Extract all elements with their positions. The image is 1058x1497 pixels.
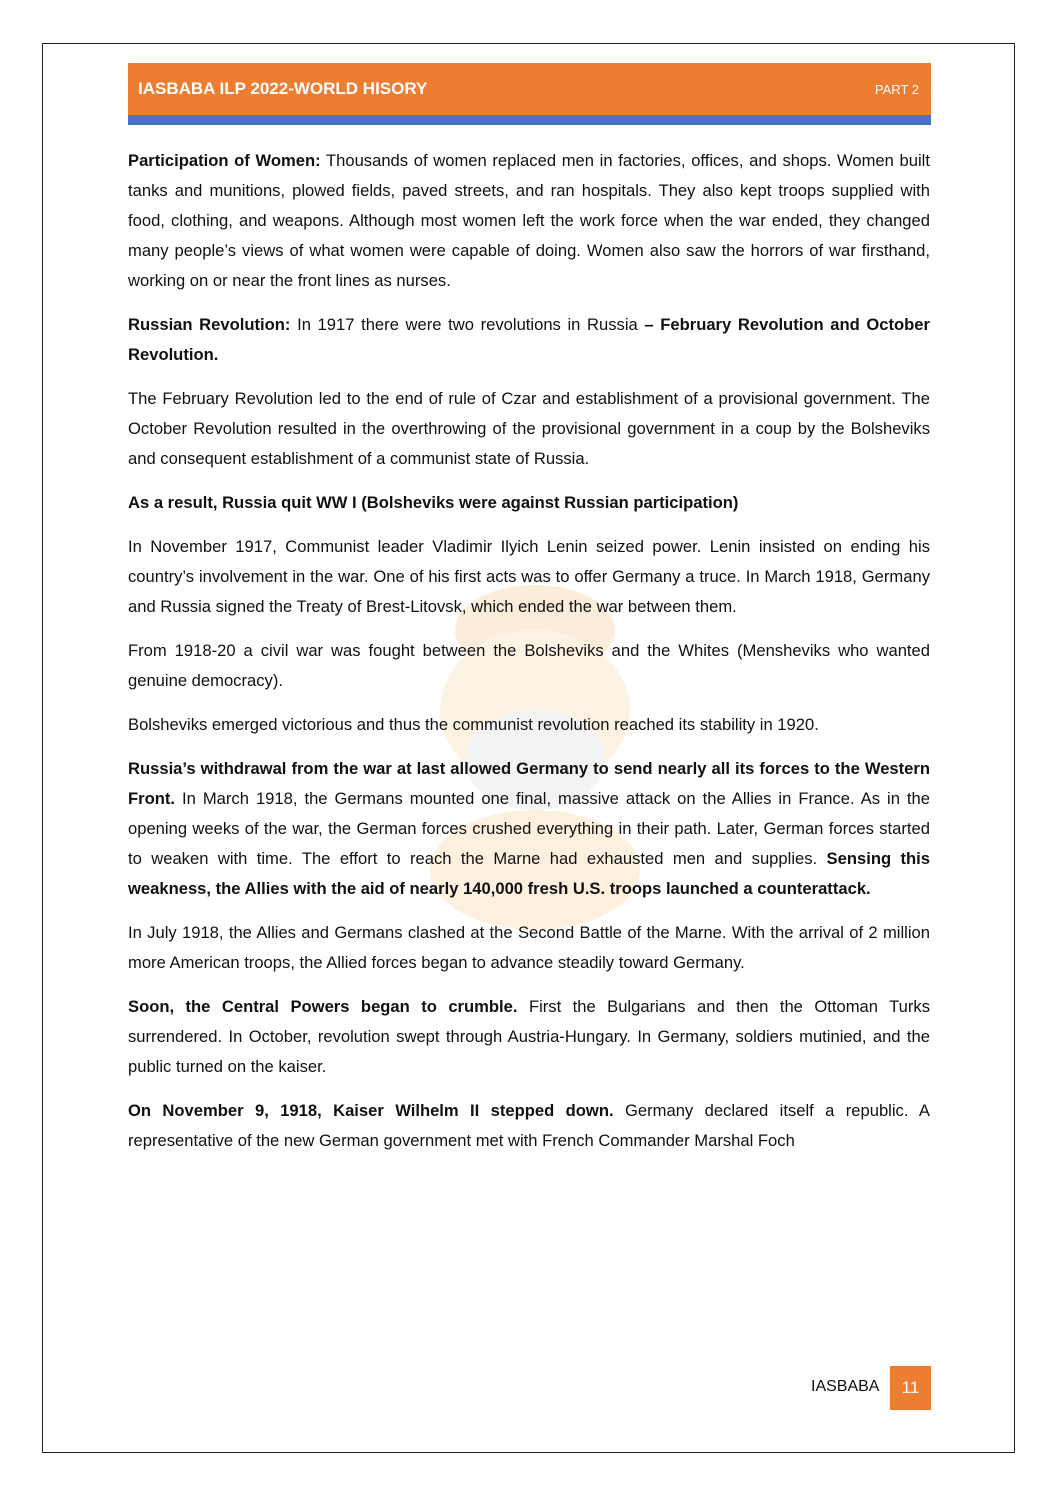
bold-text: Soon, the Central Powers began to crumble.: [128, 997, 518, 1016]
text-run: In March 1918, the Germans mounted one final, massive attack on the Allies in France. As in the opening weeks of the war, the German forces crushed everything in their path. Later, German forces started to weaken with time. The effort to reach the Marne had exhausted men and supplies.: [128, 789, 930, 868]
text-run: From 1918-20 a civil war was fought between the Bolsheviks and the Whites (Mensheviks who wanted genuine democracy).: [128, 641, 930, 690]
page-header: [128, 63, 931, 115]
paragraph: [128, 1096, 930, 1156]
text-run: In November 1917, Communist leader Vladimir Ilyich Lenin seized power. Lenin insisted on ending his country’s involvement in the war. One of his first acts was to offer Germany a truce. In March 1918, Germany and Russia signed the Treaty of Brest-Litovsk, which ended the war between them.: [128, 537, 930, 616]
bold-text: – February Revolution and October Revolution.: [128, 315, 930, 364]
paragraph: [128, 918, 930, 978]
header-rule: [128, 115, 931, 125]
bold-text: Sensing this weakness, the Allies with the aid of nearly 140,000 fresh U.S. troops launched a counterattack.: [128, 849, 930, 898]
bold-text: Russian Revolution:: [128, 315, 291, 334]
text-run: In July 1918, the Allies and Germans clashed at the Second Battle of the Marne. With the arrival of 2 million more American troops, the Allied forces began to advance steadily toward Germany.: [128, 923, 930, 972]
bold-text: Russia’s withdrawal from the war at last allowed Germany to send nearly all its forces to the Western Front.: [128, 759, 930, 808]
paragraph: [128, 754, 930, 904]
text-run: The February Revolution led to the end of rule of Czar and establishment of a provisional government. The October Revolution resulted in the overthrowing of the provisional government in a coup by the Bolsheviks and consequent establishment of a communist state of Russia.: [128, 389, 930, 468]
header-part: PART 2: [874, 82, 919, 97]
text-run: First the Bulgarians and then the Ottoman Turks surrendered. In October, revolution swept through Austria-Hungary. In Germany, soldiers mutinied, and the public turned on the kaiser.: [128, 997, 930, 1076]
text-run: Germany declared itself a republic. A representative of the new German government met with French Commander Marshal Foch: [128, 1101, 930, 1150]
paragraph: [128, 992, 930, 1082]
bold-text: As a result, Russia quit WW I (Bolsheviks were against Russian participation): [128, 493, 739, 512]
paragraph: [128, 532, 930, 622]
paragraph: [128, 384, 930, 474]
bold-text: Participation of Women:: [128, 151, 321, 170]
footer-label: IASBABA: [811, 1378, 880, 1395]
page-number: 11: [890, 1366, 931, 1410]
paragraph: [128, 636, 930, 696]
document-body: [128, 146, 930, 1170]
text-run: In 1917 there were two revolutions in Russia: [290, 315, 645, 334]
header-title: IASBABA ILP 2022-WORLD HISORY: [138, 79, 428, 98]
text-run: Bolsheviks emerged victorious and thus the communist revolution reached its stability in 1920.: [128, 715, 819, 734]
paragraph: [128, 310, 930, 370]
paragraph: [128, 710, 930, 740]
text-run: Thousands of women replaced men in factories, offices, and shops. Women built tanks and munitions, plowed fields, paved streets, and ran hospitals. They also kept troops supplied with food, clothing, and weapons. Although most women left the work force when the war ended, they changed many people’s views of what women were capable of doing. Women also saw the horrors of war firsthand, working on or near the front lines as nurses.: [128, 151, 930, 290]
paragraph: [128, 488, 930, 518]
bold-text: On November 9, 1918, Kaiser Wilhelm II stepped down.: [128, 1101, 614, 1120]
paragraph: [128, 146, 930, 296]
